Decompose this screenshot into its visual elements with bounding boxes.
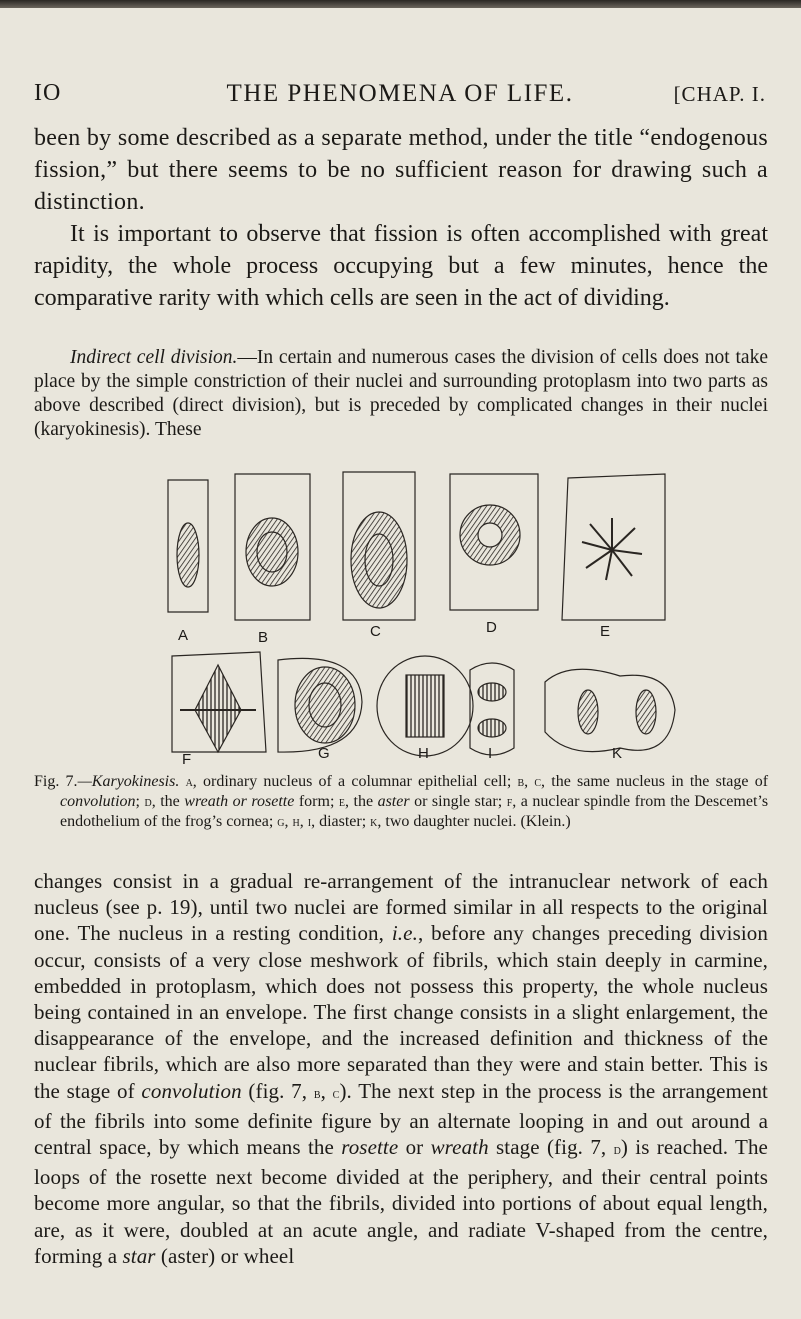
label-i: I (488, 745, 493, 762)
paragraph-2: It is important to observe that fission is often accomplished with great rapidity, the whole process occupying but a few minutes, hence the comparative rarity with which cells are seen in the act of dividing. (34, 221, 768, 311)
label-g: G (318, 745, 330, 762)
label-e: E (600, 623, 611, 640)
caption-run: h (292, 815, 300, 830)
paragraph-4-run: c (332, 1086, 340, 1102)
paragraph-4-run: , before any changes preceding division occur, consists of a very close meshwork of fibrils, which stain deeply in carmine, embedded in protoplasm, which does not possess this property, the whole nucleus being contained in an envelope. The first change consists in a slight enlargement, the disappearance of the envelope, and the increased definition and thickness of the nuclear fibrils, which are also more separated than they were and stain better. This is the stage of (34, 921, 768, 1103)
figure-caption (34, 772, 768, 832)
caption-run: g (277, 815, 285, 830)
cell-e (562, 474, 665, 620)
cell-d (450, 474, 538, 610)
caption-run: , two daughter nuclei. (Klein.) (377, 813, 571, 830)
figure-illustration (150, 470, 690, 765)
caption-run: , ordinary nucleus of a columnar epithelial cell; (192, 773, 518, 790)
chapter-label: [CHAP. I. (673, 82, 766, 106)
scan-edge (0, 0, 801, 8)
caption-run: a (185, 775, 193, 790)
page-number: IO (34, 80, 62, 106)
cell-k (545, 669, 675, 751)
caption-run: e (338, 795, 346, 810)
cell-g (278, 658, 362, 752)
page-header (34, 80, 766, 114)
cell-i (470, 663, 514, 755)
caption-run: , (524, 773, 535, 790)
paragraph-4-run: d (613, 1143, 621, 1159)
cell-c (343, 472, 415, 620)
paragraph-4-run: rosette (341, 1135, 399, 1160)
paragraph-3 (34, 346, 768, 442)
label-h: H (418, 745, 429, 762)
paragraph-3-text: —In certain and numerous cases the division of cells does not take place by the simple constriction of their nuclei and surrounding protoplasm into two parts as above described (direct division), but is preceded by complicated changes in their nuclei (karyokinesis). These (34, 347, 768, 440)
paragraph-4-run: , (320, 1078, 333, 1103)
paragraph-4-run: convolution (141, 1078, 242, 1103)
caption-run: f (506, 795, 513, 810)
caption-run: , the (345, 793, 378, 810)
paragraph-4-run: (aster) or wheel (155, 1243, 295, 1268)
label-d: D (486, 619, 497, 636)
caption-run: k (370, 815, 378, 830)
label-c: C (370, 623, 381, 640)
paragraph-1: been by some described as a separate method, under the title “endogenous fission,” but there seems to be no sufficient reason for drawing such a distinction. (34, 125, 768, 215)
caption-figure-number: Fig. 7. (34, 773, 78, 790)
paragraph-4-run: changes consist in a gradual re-arrangement of the intranuclear network of each nucleus (see p. 19), until two nuclei are formed similar in all respects to the original one. The nucleus in a resting condition, (34, 869, 768, 946)
cell-a (168, 480, 208, 612)
caption-run: , diaster; (311, 813, 371, 830)
running-title: THE PHENOMENA OF LIFE. (226, 80, 574, 107)
caption-title: —Karyokinesis. (77, 773, 180, 790)
caption-run: c (534, 775, 542, 790)
caption-run: , the (151, 793, 185, 810)
label-k: K (612, 745, 623, 762)
caption-run: ; (135, 793, 145, 810)
caption-run: , a nuclear spindle from the Descemet’s endothelium of the frog’s cornea; (60, 793, 769, 830)
paragraph-4-run: stage (fig. 7, (488, 1135, 614, 1160)
caption-run: wreath or rosette (184, 793, 295, 810)
label-f: F (182, 751, 192, 765)
paragraph-4-run: b (313, 1086, 321, 1102)
paragraph-4 (34, 868, 768, 1269)
cell-h (377, 656, 473, 756)
caption-run: form; (294, 793, 339, 810)
caption-run: i (307, 815, 312, 830)
caption-run: d (144, 795, 152, 810)
section-heading: Indirect cell division. (70, 347, 238, 368)
cell-f (172, 652, 266, 752)
caption-run: convolution (60, 793, 136, 810)
paragraph-4-run: ) is reached. The loops of the rosette next become divided at the periphery, and their central points become more angular, so that the fibrils, divided into portions of about equal length, are, as it were, doubled at an acute angle, and radiate V-shaped from the centre, forming a (34, 1135, 768, 1268)
caption-run: , (299, 813, 308, 830)
paragraph-4-run: (fig. 7, (241, 1078, 314, 1103)
caption-run: , (284, 813, 293, 830)
label-a: A (178, 627, 189, 644)
paragraph-4-run: ). The next step in the process is the arrangement of the fibrils into some definite figure by an alternate looping in and out around a central space, by which means the (34, 1078, 768, 1160)
caption-run: or single star; (409, 793, 507, 810)
paragraph-4-run: or (398, 1135, 431, 1160)
paragraph-4-run: i.e. (391, 921, 418, 946)
caption-run: , the same nucleus in the stage of (541, 773, 769, 790)
paragraph-4-run: star (122, 1243, 156, 1268)
caption-run: aster (377, 793, 410, 810)
label-b: B (258, 629, 269, 646)
karyokinesis-figure (150, 470, 690, 765)
caption-run: b (517, 775, 525, 790)
paragraph-4-run: wreath (430, 1135, 489, 1160)
cell-b (235, 474, 310, 620)
